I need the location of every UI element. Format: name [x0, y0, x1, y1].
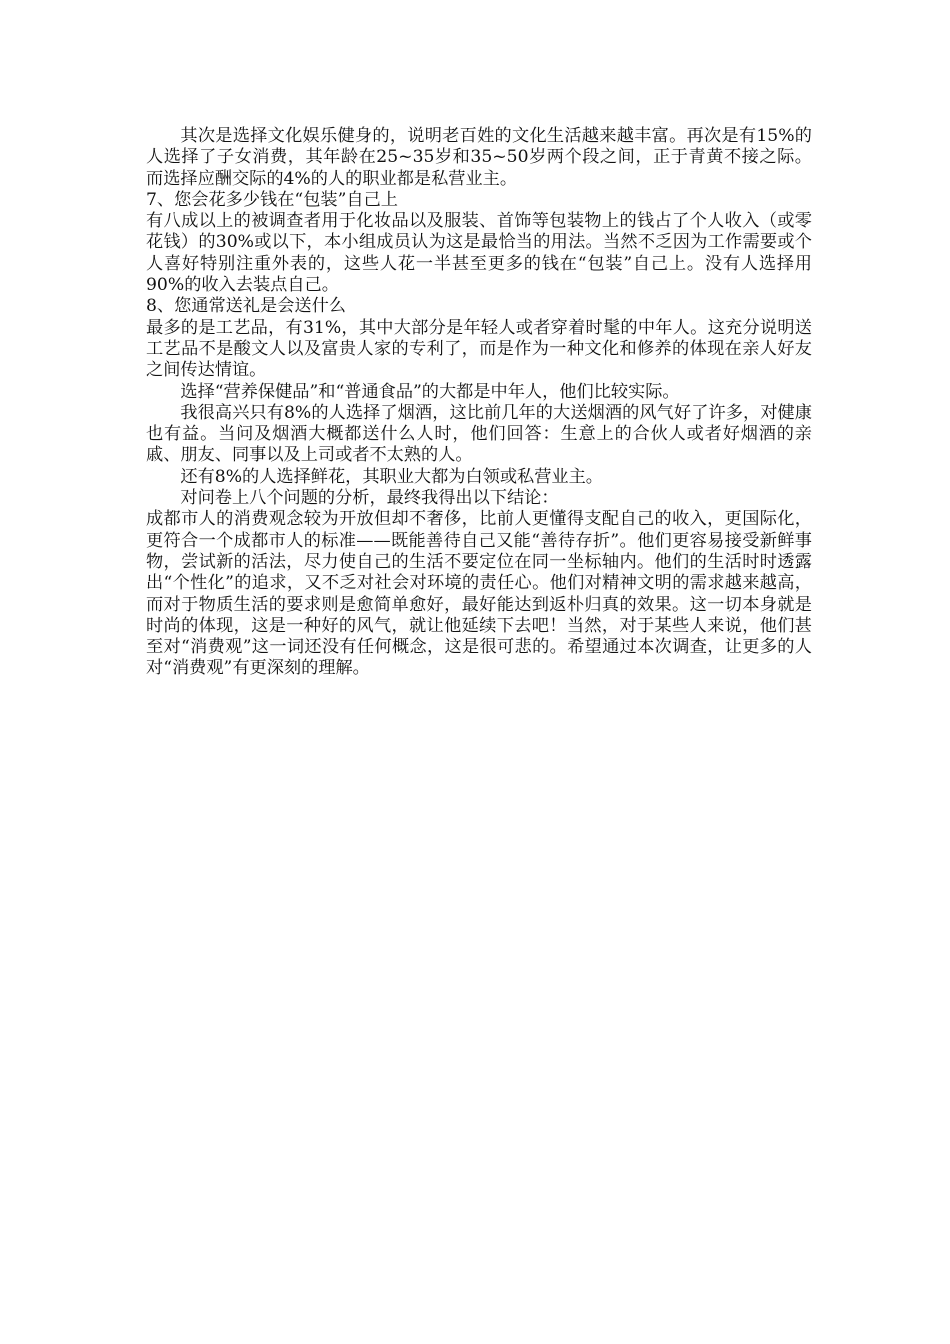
paragraph-conclusion-intro: 对问卷上八个问题的分析，最终我得出以下结论： — [180, 488, 559, 509]
paragraph-gift-crafts: 最多的是工艺品，有31%，其中大部分是年轻人或者穿着时髦的中年人。这充分说明送工艺品不是酸文人以及富贵人家的专利了，而是作为一种文化和修养的体现在亲人好友之间传达情谊。 — [146, 317, 812, 381]
paragraph-gift-flowers: 还有8%的人选择鲜花，其职业大都为白领或私营业主。 — [180, 466, 603, 487]
paragraph-packaging-spending: 有八成以上的被调查者用于化妆品以及服装、首饰等包装物上的钱占了个人收入（或零花钱）的30%或以下，本小组成员认为这是最恰当的用法。当然不乏因为工作需要或个人喜好特别注重外表的，这些人花一半甚至更多的钱在“包装”自己上。没有人选择用90%的收入去装点自己。 — [146, 211, 812, 296]
paragraph-gift-tobacco-alcohol: 我很高兴只有8%的人选择了烟酒，这比前几年的大送烟酒的风气好了许多，对健康也有益。当问及烟酒大概都送什么人时，他们回答：生意上的合伙人或者好烟酒的亲戚、朋友、同事以及上司或者不太熟的人。 — [146, 402, 812, 466]
paragraph-gift-health-food: 选择“营养保健品”和“普通食品”的大都是中年人，他们比较实际。 — [180, 381, 680, 402]
paragraph-cultural-entertainment: 其次是选择文化娱乐健身的，说明老百姓的文化生活越来越丰富。再次是有15%的人选择了子女消费，其年龄在25~35岁和35~50岁两个段之间，正于青黄不接之际。而选择应酬交际的4%的人的职业都是私营业主。 — [146, 126, 812, 189]
section-heading-7: 7、您会花多少钱在“包装”自己上 — [146, 189, 398, 210]
paragraph-conclusion: 成都市人的消费观念较为开放但却不奢侈，比前人更懂得支配自己的收入，更国际化，更符合一个成都市人的标准——既能善待自己又能“善待存折”。他们更容易接受新鲜事物，尝试新的活法，尽力使自己的生活不要定位在同一坐标轴内。他们的生活时时透露出“个性化”的追求，又不乏对社会对环境的责任心。他们对精神文明的需求越来越高，而对于物质生活的要求则是愈简单愈好，最好能达到返朴归真的效果。这一切本身就是时尚的体现，这是一种好的风气，就让他延续下去吧！当然，对于某些人来说，他们甚至对“消费观”这一词还没有任何概念，这是很可悲的。希望通过本次调查，让更多的人对“消费观”有更深刻的理解。 — [146, 509, 812, 679]
section-heading-8: 8、您通常送礼是会送什么 — [146, 296, 346, 317]
document-body — [146, 126, 812, 680]
